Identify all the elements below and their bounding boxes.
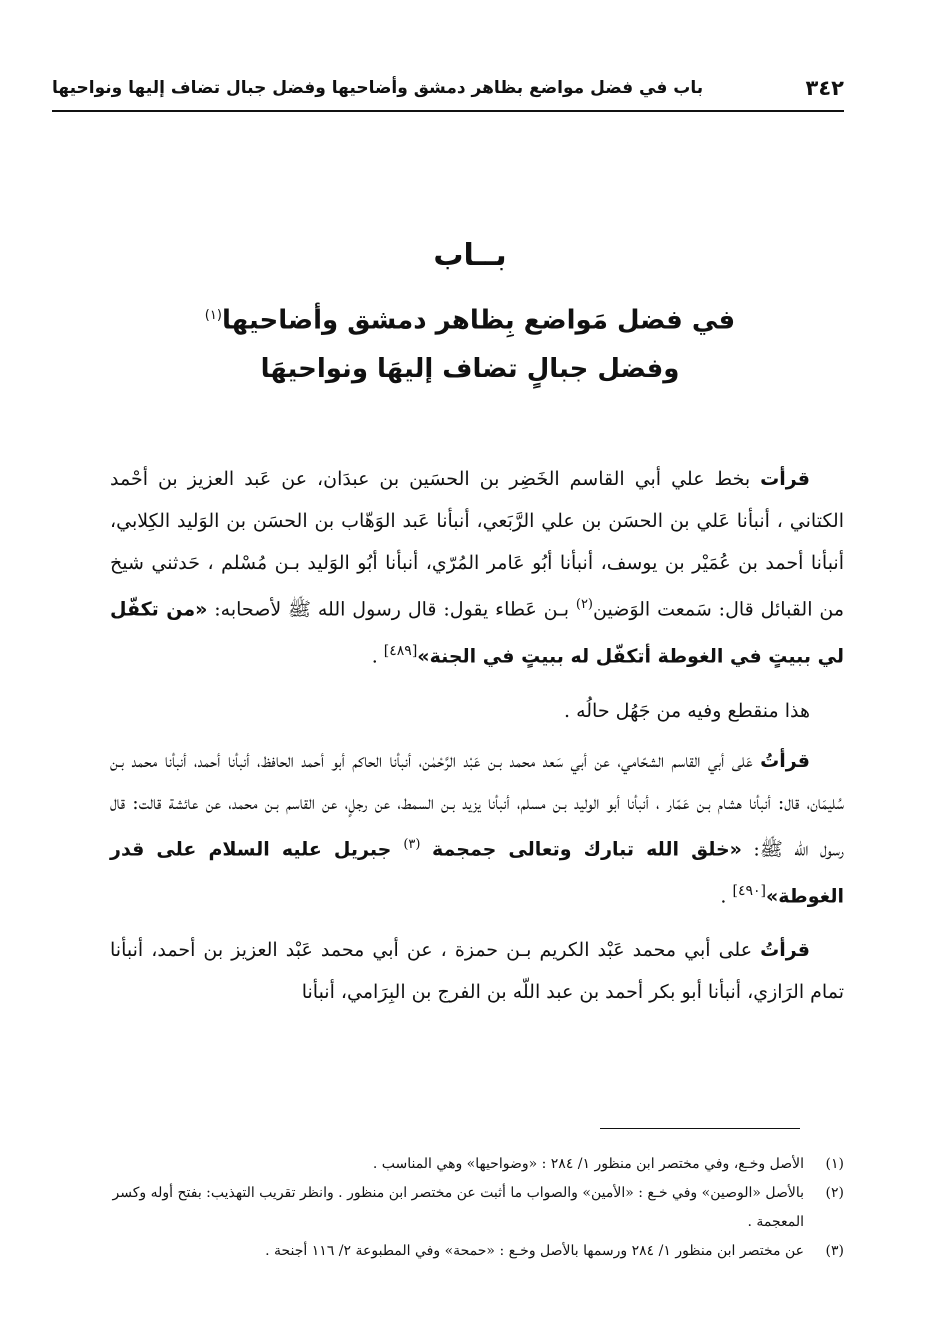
footnote-text: الأصل وخـع، وفي مختصر ابن منظور ١/ ٢٨٤ : «وضواحيها» وهي المناسب . [372, 1156, 804, 1172]
footnote-text: بالأصل «الوصين» وفي خـع : «الأمين» والصواب ما أثبت عن مختصر ابن منظور . وانظر تقريب التهذيب: بفتح أوله وكسر المعجمة . [112, 1185, 804, 1230]
footnote [110, 1179, 844, 1237]
running-head [52, 72, 844, 106]
paragraph-text: عَلى أبي القاسم الشحّامي، عن أبي سَعد محمد بـن عَبْد الرَّحْمٰن، أنبأنا الحاكم أبو أحمد الحافظ، أنبأنا أحمد، أنبأنا محمد بـن سُليمَان، قال: أنبأنا هشام بـن عَمّار ، أنبأنا أبو الوليد بـن مسلم، أنبأنا يزيد بـن السمط، عن رجلٍ، عن القاسم بـن محمد، عن عائشة قالت: قال رسول الله ﷺ: [110, 749, 844, 860]
footnote-text: عن مختصر ابن منظور ١/ ٢٨٤ ورسمها بالأصل وخـع : «حمحة» وفي المطبوعة ٢/ ١١٦ أجنحة . [265, 1243, 804, 1259]
chapter-title-footnote-ref: (١) [204, 308, 222, 323]
hadith-quote: «من تكفّل لي ببيتٍ في الغوطة أتكفّل له ببيتٍ في الجنة» [110, 598, 844, 668]
footnote-number: (٣) [825, 1243, 844, 1259]
hadith-quote: «خلق الله تبارك وتعالى جمجمة [431, 837, 742, 860]
paragraph-4 [110, 929, 844, 1013]
paragraph-end: . [720, 885, 733, 908]
paragraph-1 [110, 458, 844, 678]
paragraph-text: بخط علي أبي القاسم الخَضِر بن الحسَين بن عبدَان، عن عَبد العزيز بن أحْمد الكتاني ، أنبأنا عَلي بن الحسَن بن علي الرَّبَعي، أنبأنا عَبد الوَهّاب بن الحسَن بن الوَليد الكِلابي، أنبأنا أحمد بن عُمَيْر بن يوسف، أنبأنا أبُو عَامر المُرّي، أنبأنا أبُو الوَليد بـن مُسْلم ، حَدثني شيخ من القبائل قال: سَمعت الوَضين [110, 468, 844, 621]
running-head-title: باب في فضل مواضع بظاهر دمشق وأضاحيها وفضل جبال تضاف إليها ونواحيها [52, 78, 704, 98]
paragraph-lead-word: قرأتُ [760, 749, 810, 772]
paragraph-3 [110, 740, 844, 918]
footnote-ref: (٢) [575, 597, 593, 612]
hadith-quote-continued: جبريل عليه السلام على قدر الغوطة» [110, 837, 844, 908]
paragraph-lead-word: قرأتُ [760, 939, 810, 962]
hadith-number: [٤٩٠] [732, 882, 767, 899]
page-number: ٣٤٢ [805, 76, 844, 100]
chapter-title-line-1 [140, 292, 800, 345]
footnote-number: (٢) [825, 1185, 844, 1201]
chapter-heading-word: بــاب [433, 238, 507, 273]
body-text [110, 458, 844, 1025]
paragraph-2 [110, 690, 844, 732]
chapter-title [140, 292, 800, 393]
footnote [110, 1237, 844, 1266]
paragraph-lead-word: قرأت [760, 468, 810, 490]
footnote [110, 1150, 844, 1179]
paragraph-text: بـن عَطاء يقول: قال رسول الله ﷺ لأصحابه: [207, 598, 576, 621]
footnote-ref: (٣) [403, 836, 421, 852]
paragraph-text: هذا منقطع وفيه من جَهُل حالُه . [564, 699, 810, 722]
footnote-number: (١) [825, 1156, 844, 1172]
hadith-number: [٤٨٩] [383, 643, 418, 660]
paragraph-text: على أبي محمد عَبْد الكريم بـن حمزة ، عن أبي محمد عَبْد العزيز بن أحمد، أنبأنا تمام الرَازي، أنبأنا أبو بكر أحمد بن عبد اللّه بن الفرج بن البِرَامي، أنبأنا [110, 939, 844, 1004]
header-rule [52, 110, 844, 112]
chapter-title-line-2: وفضل جبالٍ تضاف إليهَا ونواحيهَا [260, 353, 680, 384]
paragraph-text [420, 838, 432, 860]
chapter-title-line-1-text: في فضل مَواضع بِظاهر دمشق وأضاحيها [221, 305, 736, 336]
footnotes [110, 1150, 844, 1266]
paragraph-end: . [371, 645, 384, 668]
footnote-separator [600, 1128, 800, 1129]
